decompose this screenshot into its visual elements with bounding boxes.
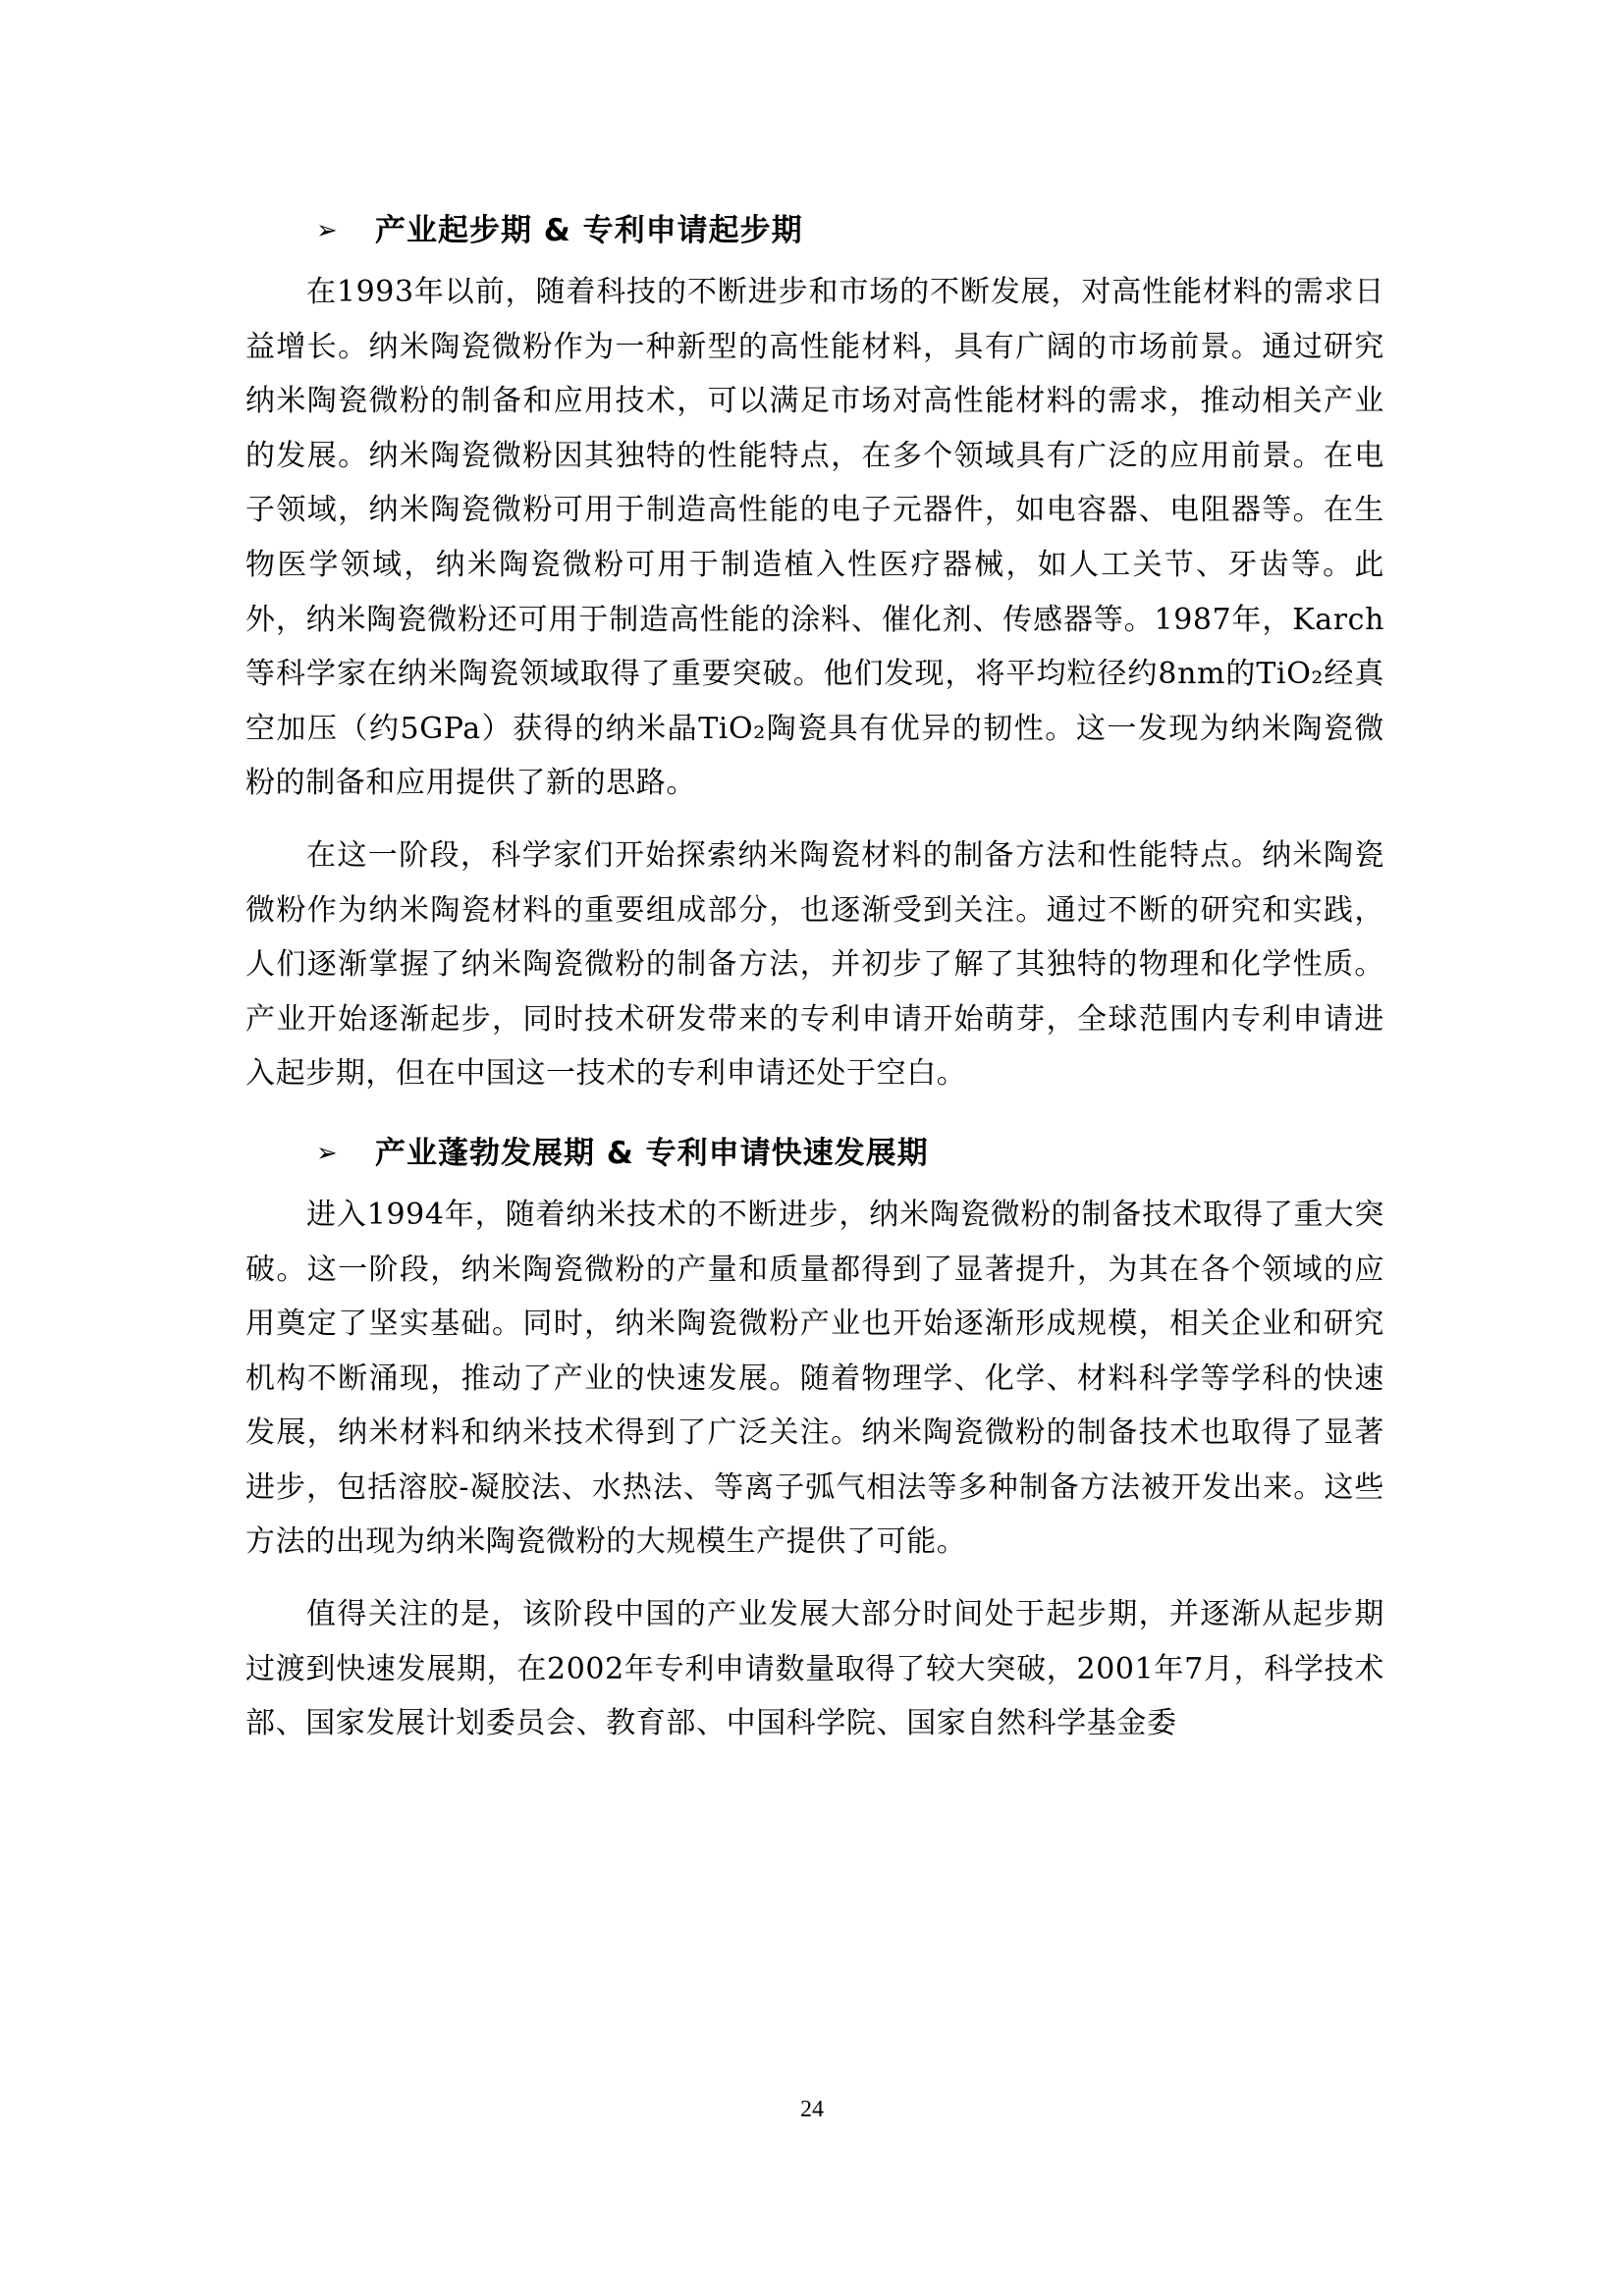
- section-heading-text: 产业蓬勃发展期 & 专利申请快速发展期: [375, 1135, 929, 1171]
- section-heading: [245, 1119, 1384, 1188]
- paragraph: 值得关注的是，该阶段中国的产业发展大部分时间处于起步期，并逐渐从起步期过渡到快速发展期，在2002年专利申请数量取得了较大突破，2001年7月，科学技术部、国家发展计划委员会、教育部、中国科学院、国家自然科学基金委: [245, 1597, 1384, 1741]
- section-startup-period: [245, 196, 1384, 1101]
- section-rapid-growth-period: [245, 1119, 1384, 1751]
- paragraph: 进入1994年，随着纳米技术的不断进步，纳米陶瓷微粉的制备技术取得了重大突破。这一阶段，纳米陶瓷微粉的产量和质量都得到了显著提升，为其在各个领域的应用奠定了坚实基础。同时，纳米陶瓷微粉产业也开始逐渐形成规模，相关企业和研究机构不断涌现，推动了产业的快速发展。随着物理学、化学、材料科学等学科的快速发展，纳米材料和纳米技术得到了广泛关注。纳米陶瓷微粉的制备技术也取得了显著进步，包括溶胶-凝胶法、水热法、等离子弧气相法等多种制备方法被开发出来。这些方法的出现为纳米陶瓷微粉的大规模生产提供了可能。: [245, 1197, 1384, 1560]
- section-heading-text: 产业起步期 & 专利申请起步期: [375, 213, 803, 248]
- paragraph: 在这一阶段，科学家们开始探索纳米陶瓷材料的制备方法和性能特点。纳米陶瓷微粉作为纳米陶瓷材料的重要组成部分，也逐渐受到关注。通过不断的研究和实践，人们逐渐掌握了纳米陶瓷微粉的制备方法，并初步了解了其独特的物理和化学性质。产业开始逐渐起步，同时技术研发带来的专利申请开始萌芽，全球范围内专利申请进入起步期，但在中国这一技术的专利申请还处于空白。: [245, 837, 1384, 1092]
- page-content: [245, 196, 1384, 1769]
- arrow-bullet-icon: ➢: [316, 1138, 338, 1168]
- page-number: 24: [800, 2097, 824, 2122]
- arrow-bullet-icon: ➢: [316, 216, 338, 245]
- paragraph: 在1993年以前，随着科技的不断进步和市场的不断发展，对高性能材料的需求日益增长。纳米陶瓷微粉作为一种新型的高性能材料，具有广阔的市场前景。通过研究纳米陶瓷微粉的制备和应用技术，可以满足市场对高性能材料的需求，推动相关产业的发展。纳米陶瓷微粉因其独特的性能特点，在多个领域具有广泛的应用前景。在电子领域，纳米陶瓷微粉可用于制造高性能的电子元器件，如电容器、电阻器等。在生物医学领域，纳米陶瓷微粉可用于制造植入性医疗器械，如人工关节、牙齿等。此外，纳米陶瓷微粉还可用于制造高性能的涂料、催化剂、传感器等。1987年，Karch等科学家在纳米陶瓷领域取得了重要突破。他们发现，将平均粒径约8nm的TiO₂经真空加压（约5GPa）获得的纳米晶TiO₂陶瓷具有优异的韧性。这一发现为纳米陶瓷微粉的制备和应用提供了新的思路。: [245, 275, 1384, 801]
- section-heading: [245, 196, 1384, 265]
